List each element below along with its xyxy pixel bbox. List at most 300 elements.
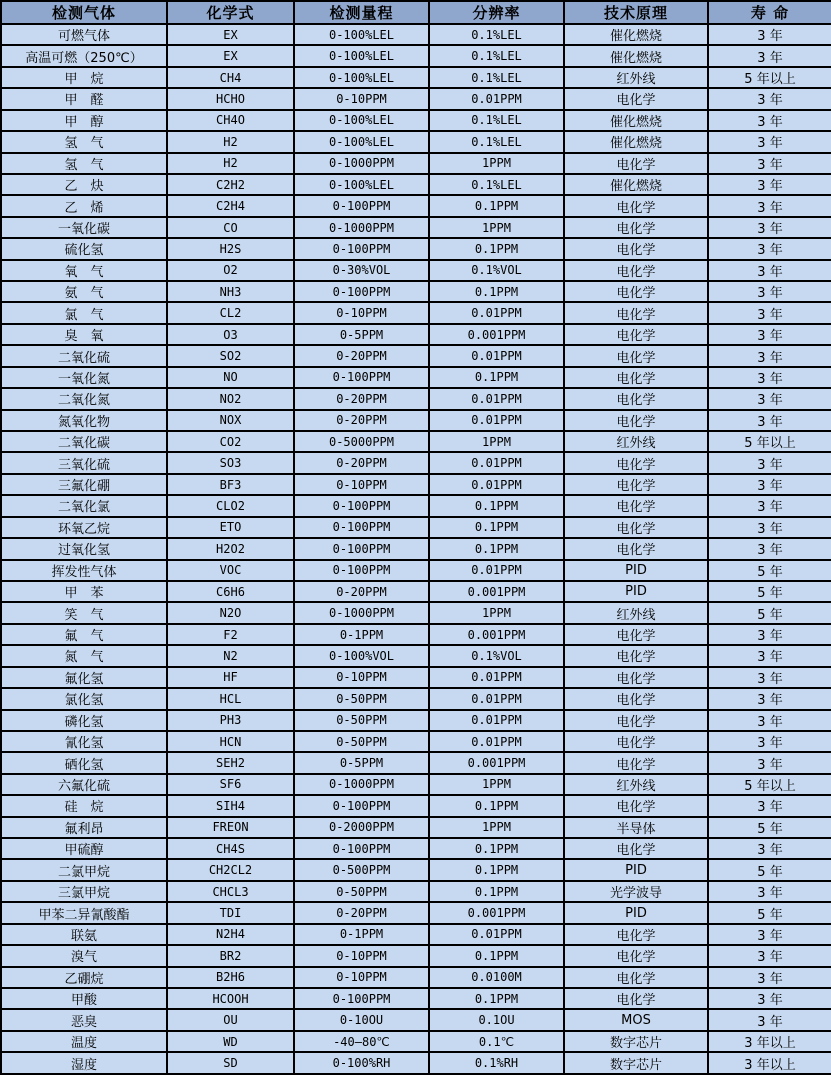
cell-detection-range: 0-100PPM [294,795,429,816]
cell-resolution: 1PPM [429,431,564,452]
table-row [1,1031,831,1052]
cell-lifespan: 3 年 [708,110,831,131]
table-row [1,281,831,302]
cell-gas-name: 温度 [1,1031,167,1052]
table-row [1,110,831,131]
cell-resolution: 0.1PPM [429,945,564,966]
cell-lifespan: 3 年 [708,731,831,752]
cell-chemical-formula: NO2 [167,388,294,409]
cell-gas-name: 氰化氢 [1,731,167,752]
cell-technical-principle: 电化学 [564,517,708,538]
cell-lifespan: 5 年 [708,902,831,923]
cell-gas-name: 恶臭 [1,1009,167,1030]
table-row [1,560,831,581]
cell-technical-principle: 电化学 [564,345,708,366]
cell-chemical-formula: CH4S [167,838,294,859]
cell-technical-principle: 电化学 [564,924,708,945]
cell-detection-range: 0-100%LEL [294,131,429,152]
cell-detection-range: 0-20PPM [294,345,429,366]
cell-gas-name: 硫化氢 [1,238,167,259]
cell-chemical-formula: CH4 [167,67,294,88]
cell-chemical-formula: SIH4 [167,795,294,816]
table-row [1,688,831,709]
cell-resolution: 0.001PPM [429,324,564,345]
cell-detection-range: 0-100%RH [294,1052,429,1074]
cell-gas-name: 乙 烯 [1,195,167,216]
table-row [1,153,831,174]
cell-chemical-formula: SD [167,1052,294,1074]
cell-gas-name: 氮氧化物 [1,410,167,431]
cell-gas-name: 甲酸 [1,988,167,1009]
cell-lifespan: 3 年 [708,302,831,323]
cell-resolution: 0.1PPM [429,281,564,302]
cell-technical-principle: 红外线 [564,67,708,88]
cell-chemical-formula: NH3 [167,281,294,302]
table-row [1,1052,831,1074]
cell-technical-principle: PID [564,859,708,880]
cell-resolution: 0.1OU [429,1009,564,1030]
cell-resolution: 0.01PPM [429,345,564,366]
cell-lifespan: 3 年 [708,131,831,152]
table-row [1,581,831,602]
cell-resolution: 0.1%LEL [429,174,564,195]
cell-technical-principle: 电化学 [564,710,708,731]
cell-gas-name: 二氧化硫 [1,345,167,366]
cell-technical-principle: 电化学 [564,474,708,495]
cell-resolution: 0.01PPM [429,560,564,581]
cell-resolution: 0.1%VOL [429,645,564,666]
cell-lifespan: 3 年 [708,281,831,302]
cell-gas-name: 氨 气 [1,281,167,302]
cell-lifespan: 3 年 [708,153,831,174]
cell-lifespan: 3 年 [708,710,831,731]
cell-detection-range: 0-100PPM [294,988,429,1009]
table-row [1,924,831,945]
table-row [1,495,831,516]
cell-gas-name: 硅 烷 [1,795,167,816]
table-row [1,88,831,109]
cell-gas-name: 臭 氧 [1,324,167,345]
cell-chemical-formula: HCN [167,731,294,752]
cell-lifespan: 3 年 [708,924,831,945]
cell-detection-range: 0-100PPM [294,195,429,216]
table-row [1,195,831,216]
cell-gas-name: 溴气 [1,945,167,966]
cell-detection-range: 0-1PPM [294,924,429,945]
cell-chemical-formula: CO [167,217,294,238]
cell-lifespan: 3 年 [708,795,831,816]
cell-detection-range: 0-1000PPM [294,602,429,623]
table-row [1,667,831,688]
cell-detection-range: 0-10PPM [294,302,429,323]
cell-technical-principle: 电化学 [564,495,708,516]
cell-chemical-formula: ETO [167,517,294,538]
cell-detection-range: 0-100PPM [294,367,429,388]
cell-resolution: 0.01PPM [429,731,564,752]
cell-technical-principle: PID [564,902,708,923]
table-row [1,131,831,152]
cell-resolution: 0.1PPM [429,495,564,516]
cell-technical-principle: 电化学 [564,452,708,473]
cell-resolution: 0.1PPM [429,517,564,538]
cell-chemical-formula: H2 [167,153,294,174]
cell-technical-principle: 电化学 [564,752,708,773]
cell-lifespan: 3 年 [708,195,831,216]
cell-chemical-formula: CL2 [167,302,294,323]
cell-chemical-formula: H2O2 [167,538,294,559]
cell-detection-range: 0-100%LEL [294,174,429,195]
cell-detection-range: 0-20PPM [294,902,429,923]
header-technical-principle: 技术原理 [564,1,708,24]
cell-resolution: 0.01PPM [429,710,564,731]
cell-lifespan: 3 年 [708,667,831,688]
table-row [1,795,831,816]
cell-detection-range: 0-10PPM [294,474,429,495]
cell-lifespan: 3 年 [708,452,831,473]
table-row [1,302,831,323]
cell-chemical-formula: H2S [167,238,294,259]
cell-lifespan: 5 年以上 [708,774,831,795]
cell-detection-range: 0-100PPM [294,281,429,302]
header-gas-name: 检测气体 [1,1,167,24]
table-row [1,388,831,409]
table-row [1,410,831,431]
table-row [1,902,831,923]
cell-resolution: 0.01PPM [429,88,564,109]
table-row [1,452,831,473]
cell-detection-range: 0-1PPM [294,624,429,645]
cell-resolution: 0.01PPM [429,474,564,495]
cell-lifespan: 3 年 [708,838,831,859]
cell-detection-range: 0-50PPM [294,688,429,709]
cell-detection-range: 0-5PPM [294,752,429,773]
cell-gas-name: 湿度 [1,1052,167,1074]
cell-technical-principle: 电化学 [564,667,708,688]
cell-gas-name: 联氨 [1,924,167,945]
cell-detection-range: 0-20PPM [294,388,429,409]
cell-lifespan: 3 年 [708,45,831,66]
cell-gas-name: 甲 苯 [1,581,167,602]
cell-chemical-formula: BF3 [167,474,294,495]
cell-chemical-formula: NO [167,367,294,388]
cell-resolution: 0.1PPM [429,795,564,816]
header-resolution: 分辨率 [429,1,564,24]
cell-lifespan: 5 年以上 [708,431,831,452]
cell-chemical-formula: OU [167,1009,294,1030]
cell-resolution: 0.01PPM [429,688,564,709]
cell-technical-principle: 电化学 [564,238,708,259]
cell-resolution: 0.01PPM [429,410,564,431]
cell-gas-name: 过氧化氢 [1,538,167,559]
cell-lifespan: 3 年 [708,24,831,45]
cell-detection-range: 0-100%VOL [294,645,429,666]
cell-lifespan: 3 年 [708,324,831,345]
table-row [1,881,831,902]
cell-lifespan: 3 年 [708,645,831,666]
cell-technical-principle: 电化学 [564,324,708,345]
table-row [1,645,831,666]
cell-lifespan: 5 年以上 [708,67,831,88]
cell-resolution: 0.1PPM [429,859,564,880]
table-row [1,838,831,859]
header-lifespan: 寿 命 [708,1,831,24]
cell-detection-range: 0-10OU [294,1009,429,1030]
cell-detection-range: 0-10PPM [294,88,429,109]
cell-gas-name: 氟 气 [1,624,167,645]
cell-technical-principle: MOS [564,1009,708,1030]
table-row [1,45,831,66]
cell-technical-principle: 电化学 [564,153,708,174]
cell-gas-name: 甲 醇 [1,110,167,131]
table-row [1,859,831,880]
cell-chemical-formula: CH2CL2 [167,859,294,880]
cell-lifespan: 5 年 [708,602,831,623]
table-row [1,474,831,495]
cell-lifespan: 5 年 [708,817,831,838]
cell-resolution: 0.1%LEL [429,131,564,152]
table-row [1,324,831,345]
cell-gas-name: 二氧化氮 [1,388,167,409]
cell-detection-range: 0-100PPM [294,560,429,581]
cell-gas-name: 笑 气 [1,602,167,623]
cell-gas-name: 乙 炔 [1,174,167,195]
cell-technical-principle: 电化学 [564,688,708,709]
cell-lifespan: 3 年 [708,688,831,709]
cell-lifespan: 3 年以上 [708,1052,831,1074]
cell-lifespan: 3 年 [708,174,831,195]
cell-chemical-formula: CHCL3 [167,881,294,902]
cell-gas-name: 二氧化氯 [1,495,167,516]
cell-lifespan: 3 年 [708,260,831,281]
cell-chemical-formula: N2 [167,645,294,666]
cell-lifespan: 5 年 [708,581,831,602]
cell-lifespan: 3 年 [708,410,831,431]
table-row [1,24,831,45]
cell-technical-principle: 催化燃烧 [564,45,708,66]
cell-chemical-formula: FREON [167,817,294,838]
cell-detection-range: 0-100PPM [294,838,429,859]
cell-technical-principle: 电化学 [564,945,708,966]
cell-detection-range: 0-1000PPM [294,153,429,174]
cell-detection-range: -40—80℃ [294,1031,429,1052]
header-row [1,1,831,24]
cell-resolution: 0.1%LEL [429,67,564,88]
cell-chemical-formula: CO2 [167,431,294,452]
cell-resolution: 0.1%LEL [429,110,564,131]
table-row [1,238,831,259]
cell-technical-principle: 电化学 [564,731,708,752]
cell-chemical-formula: SO3 [167,452,294,473]
cell-chemical-formula: C2H4 [167,195,294,216]
cell-technical-principle: 数字芯片 [564,1052,708,1074]
cell-detection-range: 0-100%LEL [294,24,429,45]
cell-lifespan: 3 年以上 [708,1031,831,1052]
cell-resolution: 0.1PPM [429,838,564,859]
cell-chemical-formula: CLO2 [167,495,294,516]
cell-resolution: 0.1%LEL [429,45,564,66]
cell-gas-name: 氧 气 [1,260,167,281]
cell-technical-principle: 催化燃烧 [564,174,708,195]
cell-technical-principle: 光学波导 [564,881,708,902]
table-row [1,538,831,559]
cell-gas-name: 甲 烷 [1,67,167,88]
cell-detection-range: 0-10PPM [294,667,429,688]
table-row [1,624,831,645]
cell-chemical-formula: SEH2 [167,752,294,773]
cell-detection-range: 0-50PPM [294,731,429,752]
cell-gas-name: 挥发性气体 [1,560,167,581]
cell-chemical-formula: WD [167,1031,294,1052]
cell-detection-range: 0-100PPM [294,517,429,538]
cell-technical-principle: 电化学 [564,645,708,666]
cell-chemical-formula: EX [167,45,294,66]
table-row [1,602,831,623]
cell-resolution: 1PPM [429,217,564,238]
cell-detection-range: 0-1000PPM [294,774,429,795]
cell-resolution: 0.1PPM [429,367,564,388]
cell-gas-name: 二氧化碳 [1,431,167,452]
cell-resolution: 0.01PPM [429,667,564,688]
cell-gas-name: 氢 气 [1,131,167,152]
cell-gas-name: 三氧化硫 [1,452,167,473]
cell-detection-range: 0-30%VOL [294,260,429,281]
cell-resolution: 0.01PPM [429,302,564,323]
cell-gas-name: 甲 醛 [1,88,167,109]
cell-chemical-formula: TDI [167,902,294,923]
cell-lifespan: 3 年 [708,238,831,259]
cell-resolution: 0.001PPM [429,902,564,923]
cell-lifespan: 3 年 [708,88,831,109]
cell-technical-principle: 红外线 [564,774,708,795]
table-row [1,752,831,773]
cell-lifespan: 3 年 [708,752,831,773]
cell-gas-name: 一氧化氮 [1,367,167,388]
cell-gas-name: 氯 气 [1,302,167,323]
cell-technical-principle: 电化学 [564,217,708,238]
cell-technical-principle: 催化燃烧 [564,110,708,131]
cell-gas-name: 氟利昂 [1,817,167,838]
cell-lifespan: 5 年 [708,560,831,581]
cell-chemical-formula: CH4O [167,110,294,131]
cell-chemical-formula: H2 [167,131,294,152]
table-row [1,967,831,988]
cell-resolution: 0.1℃ [429,1031,564,1052]
cell-technical-principle: 电化学 [564,410,708,431]
table-row [1,367,831,388]
cell-gas-name: 甲苯二异氰酸酯 [1,902,167,923]
cell-technical-principle: 电化学 [564,388,708,409]
cell-resolution: 0.01PPM [429,924,564,945]
table-row [1,774,831,795]
table-row [1,174,831,195]
cell-detection-range: 0-1000PPM [294,217,429,238]
table-body [1,24,831,1074]
cell-gas-name: 三氯甲烷 [1,881,167,902]
cell-detection-range: 0-100%LEL [294,67,429,88]
cell-gas-name: 乙硼烷 [1,967,167,988]
table-row [1,945,831,966]
cell-chemical-formula: NOX [167,410,294,431]
cell-technical-principle: 电化学 [564,195,708,216]
cell-resolution: 0.01PPM [429,452,564,473]
cell-technical-principle: 催化燃烧 [564,131,708,152]
cell-technical-principle: 数字芯片 [564,1031,708,1052]
cell-technical-principle: 红外线 [564,431,708,452]
cell-detection-range: 0-100PPM [294,538,429,559]
cell-chemical-formula: HCL [167,688,294,709]
cell-detection-range: 0-100%LEL [294,110,429,131]
cell-lifespan: 3 年 [708,967,831,988]
cell-gas-name: 二氯甲烷 [1,859,167,880]
cell-detection-range: 0-100PPM [294,495,429,516]
cell-lifespan: 3 年 [708,1009,831,1030]
cell-resolution: 1PPM [429,153,564,174]
cell-chemical-formula: N2O [167,602,294,623]
table-row [1,431,831,452]
cell-chemical-formula: HF [167,667,294,688]
cell-resolution: 0.001PPM [429,581,564,602]
cell-technical-principle: 电化学 [564,281,708,302]
table-row [1,345,831,366]
table-row [1,67,831,88]
cell-gas-name: 六氟化硫 [1,774,167,795]
cell-gas-name: 氯化氢 [1,688,167,709]
cell-detection-range: 0-100%LEL [294,45,429,66]
cell-lifespan: 3 年 [708,881,831,902]
cell-lifespan: 5 年 [708,859,831,880]
cell-resolution: 0.0100M [429,967,564,988]
cell-chemical-formula: BR2 [167,945,294,966]
cell-lifespan: 3 年 [708,474,831,495]
cell-gas-name: 氢 气 [1,153,167,174]
cell-gas-name: 氮 气 [1,645,167,666]
cell-chemical-formula: C6H6 [167,581,294,602]
cell-detection-range: 0-100PPM [294,238,429,259]
cell-chemical-formula: HCHO [167,88,294,109]
cell-gas-name: 硒化氢 [1,752,167,773]
cell-lifespan: 3 年 [708,345,831,366]
header-detection-range: 检测量程 [294,1,429,24]
cell-technical-principle: 电化学 [564,367,708,388]
cell-lifespan: 3 年 [708,988,831,1009]
header-chemical-formula: 化学式 [167,1,294,24]
cell-gas-name: 甲硫醇 [1,838,167,859]
cell-gas-name: 一氧化碳 [1,217,167,238]
cell-technical-principle: 催化燃烧 [564,24,708,45]
cell-resolution: 1PPM [429,602,564,623]
table-row [1,731,831,752]
cell-detection-range: 0-50PPM [294,710,429,731]
cell-resolution: 0.1%RH [429,1052,564,1074]
cell-lifespan: 3 年 [708,624,831,645]
cell-technical-principle: 电化学 [564,988,708,1009]
cell-detection-range: 0-20PPM [294,452,429,473]
table-row [1,217,831,238]
cell-technical-principle: 电化学 [564,838,708,859]
cell-chemical-formula: O3 [167,324,294,345]
cell-resolution: 0.1%VOL [429,260,564,281]
cell-chemical-formula: F2 [167,624,294,645]
cell-lifespan: 3 年 [708,367,831,388]
cell-gas-name: 磷化氢 [1,710,167,731]
cell-resolution: 0.1PPM [429,195,564,216]
table-row [1,1009,831,1030]
cell-detection-range: 0-50PPM [294,881,429,902]
cell-lifespan: 3 年 [708,538,831,559]
cell-lifespan: 3 年 [708,388,831,409]
cell-technical-principle: 电化学 [564,967,708,988]
cell-detection-range: 0-10PPM [294,967,429,988]
